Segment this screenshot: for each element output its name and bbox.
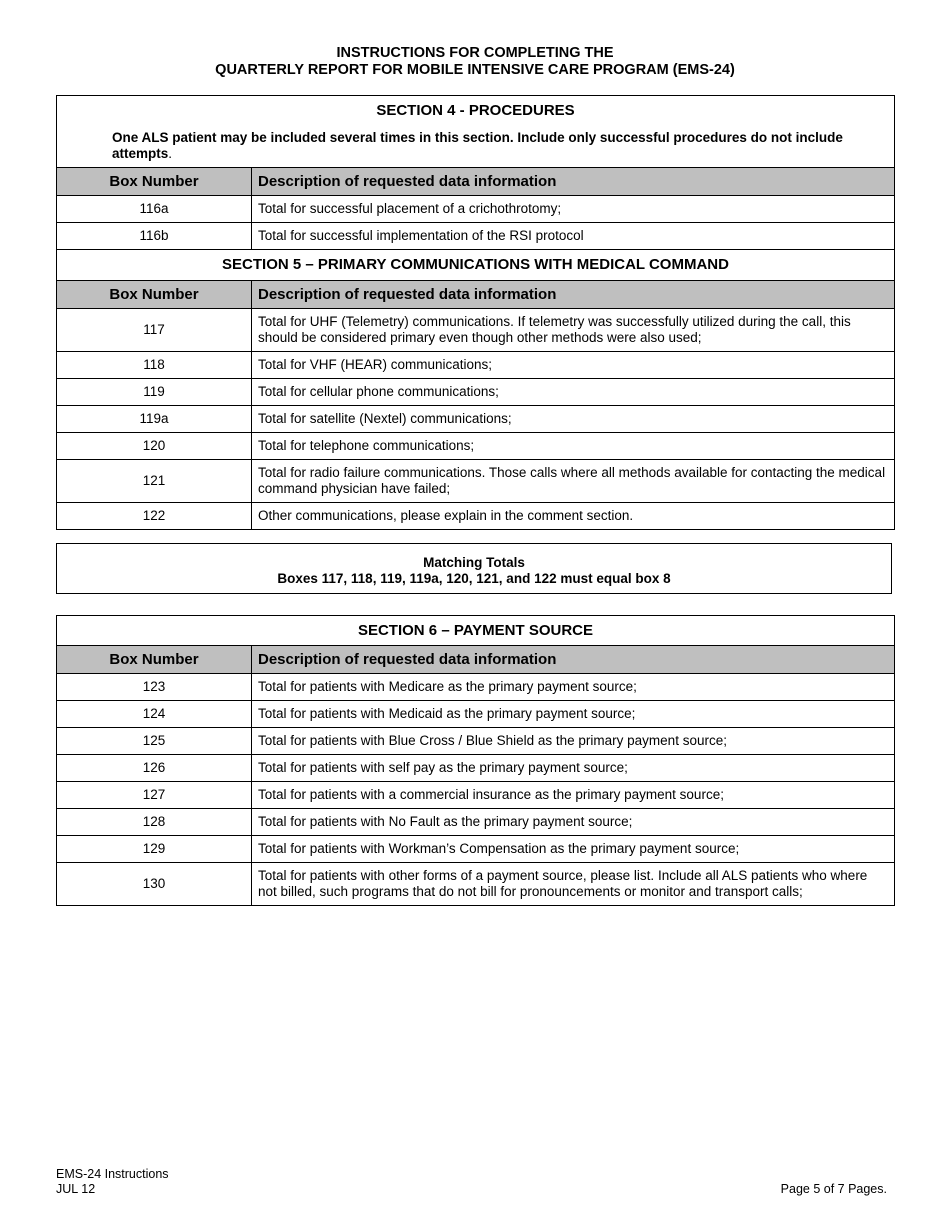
footer-form-name: EMS-24 Instructions — [56, 1167, 169, 1181]
section-4-note-text: One ALS patient may be included several times in this section. Include only successful procedures do not include attempts — [112, 130, 843, 161]
section-4-note — [57, 119, 894, 167]
section-5-header-row — [57, 281, 895, 309]
document-title — [56, 45, 894, 79]
footer-form-info — [56, 1167, 169, 1197]
section-4-col-desc: Description of requested data information — [252, 168, 895, 196]
box-number: 126 — [57, 755, 252, 782]
box-description: Total for patients with a commercial insurance as the primary payment source; — [252, 782, 895, 809]
box-number: 128 — [57, 809, 252, 836]
section-6-table — [56, 615, 895, 906]
box-description: Total for patients with Medicare as the primary payment source; — [252, 674, 895, 701]
table-row — [57, 460, 895, 503]
box-number: 124 — [57, 701, 252, 728]
box-number: 119a — [57, 406, 252, 433]
section-5-heading-row — [57, 250, 895, 281]
box-number: 127 — [57, 782, 252, 809]
section-5-title: SECTION 5 – PRIMARY COMMUNICATIONS WITH MEDICAL COMMAND — [57, 250, 895, 281]
section-4-5-table — [56, 95, 895, 530]
box-description: Total for patients with Blue Cross / Blue Shield as the primary payment source; — [252, 728, 895, 755]
box-description: Total for successful placement of a crichothrotomy; — [252, 196, 895, 223]
box-number: 122 — [57, 503, 252, 530]
box-number: 125 — [57, 728, 252, 755]
table-row — [57, 223, 895, 250]
table-row — [57, 863, 895, 906]
section-4-header-row — [57, 168, 895, 196]
box-description: Total for cellular phone communications; — [252, 379, 895, 406]
box-number: 130 — [57, 863, 252, 906]
section-5-col-box: Box Number — [57, 281, 252, 309]
title-line-2: QUARTERLY REPORT FOR MOBILE INTENSIVE CARE PROGRAM (EMS-24) — [215, 62, 735, 78]
footer-date: JUL 12 — [56, 1182, 96, 1196]
box-description: Total for successful implementation of the RSI protocol — [252, 223, 895, 250]
box-number: 117 — [57, 309, 252, 352]
section-4-title: SECTION 4 - PROCEDURES — [376, 102, 575, 119]
box-description: Other communications, please explain in the comment section. — [252, 503, 895, 530]
box-description: Total for patients with other forms of a payment source, please list. Include all ALS patients who where not billed, such programs that do not bill for pronouncements or monitor and transport calls; — [252, 863, 895, 906]
title-line-1: INSTRUCTIONS FOR COMPLETING THE — [336, 45, 614, 61]
box-number: 119 — [57, 379, 252, 406]
matching-totals-box — [56, 543, 892, 594]
table-row — [57, 755, 895, 782]
table-row — [57, 836, 895, 863]
box-description: Total for patients with Workman’s Compensation as the primary payment source; — [252, 836, 895, 863]
page-number: Page 5 of 7 Pages. — [780, 1182, 887, 1196]
table-row — [57, 309, 895, 352]
box-number: 123 — [57, 674, 252, 701]
table-row — [57, 701, 895, 728]
box-description: Total for radio failure communications. Those calls where all methods available for contacting the medical command physician have failed; — [252, 460, 895, 503]
matching-totals-text: Boxes 117, 118, 119, 119a, 120, 121, and 122 must equal box 8 — [277, 571, 671, 586]
section-6-title: SECTION 6 – PAYMENT SOURCE — [57, 616, 895, 646]
box-description: Total for patients with self pay as the primary payment source; — [252, 755, 895, 782]
box-number: 116b — [57, 223, 252, 250]
table-row — [57, 503, 895, 530]
table-row — [57, 196, 895, 223]
section-4-heading-row — [57, 96, 895, 168]
section-6-col-box: Box Number — [57, 646, 252, 674]
section-5-col-desc: Description of requested data information — [252, 281, 895, 309]
table-row — [57, 379, 895, 406]
table-row — [57, 809, 895, 836]
box-description: Total for telephone communications; — [252, 433, 895, 460]
table-row — [57, 782, 895, 809]
box-description: Total for satellite (Nextel) communications; — [252, 406, 895, 433]
table-row — [57, 433, 895, 460]
table-row — [57, 728, 895, 755]
box-number: 116a — [57, 196, 252, 223]
section-6-heading-row — [57, 616, 895, 646]
box-description: Total for patients with Medicaid as the primary payment source; — [252, 701, 895, 728]
section-4-note-end: . — [168, 146, 173, 161]
matching-totals-title: Matching Totals — [423, 555, 525, 570]
table-row — [57, 674, 895, 701]
table-row — [57, 352, 895, 379]
box-number: 120 — [57, 433, 252, 460]
box-description: Total for UHF (Telemetry) communications. If telemetry was successfully utilized during the call, this should be considered primary even though other methods were also used; — [252, 309, 895, 352]
box-number: 121 — [57, 460, 252, 503]
box-number: 118 — [57, 352, 252, 379]
box-description: Total for patients with No Fault as the primary payment source; — [252, 809, 895, 836]
box-description: Total for VHF (HEAR) communications; — [252, 352, 895, 379]
box-number: 129 — [57, 836, 252, 863]
section-6-header-row — [57, 646, 895, 674]
section-6-col-desc: Description of requested data information — [252, 646, 895, 674]
section-4-col-box: Box Number — [57, 168, 252, 196]
table-row — [57, 406, 895, 433]
